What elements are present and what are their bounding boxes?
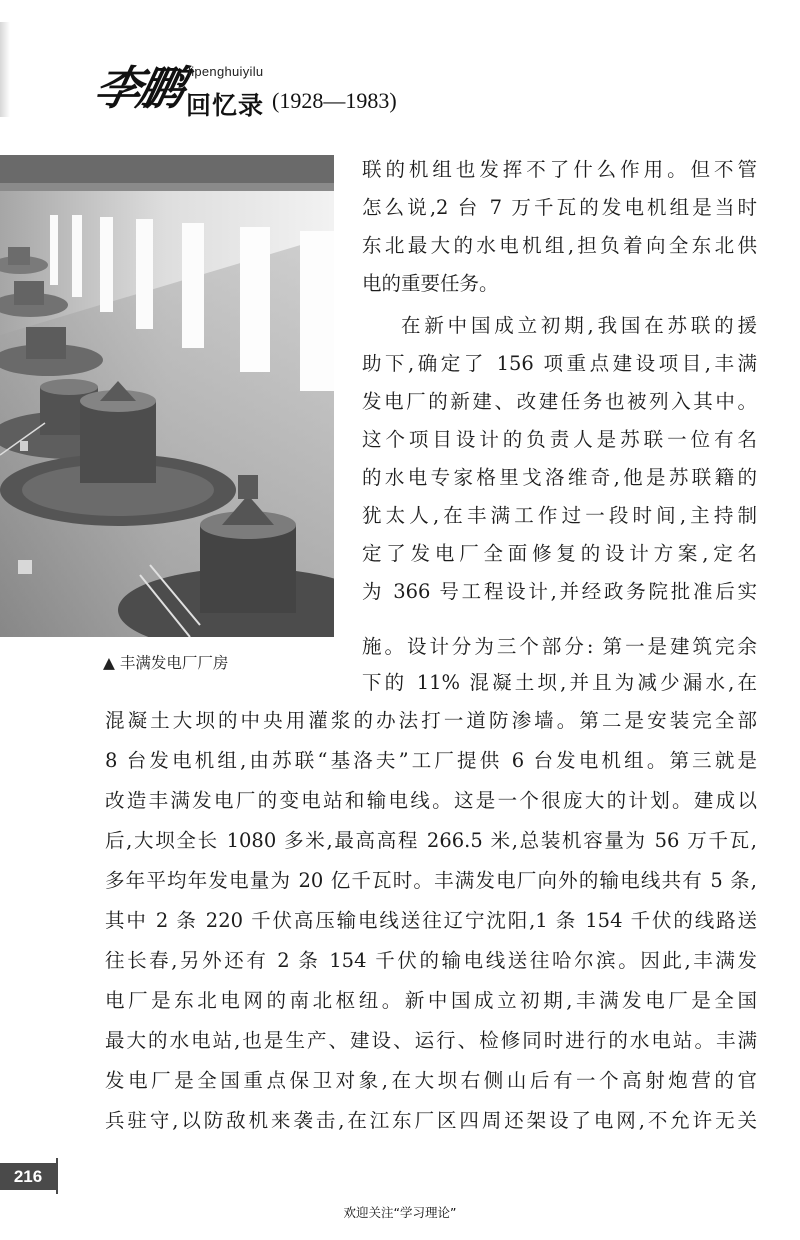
text-line: 8 台发电机组,由苏联“基洛夫”工厂提供 6 台发电机组。第三就是 [105, 749, 757, 772]
text-line: 在新中国成立初期,我国在苏联的援 [401, 314, 757, 337]
text-line: 的水电专家格里戈洛维奇,他是苏联籍的 [362, 466, 757, 489]
text-line: 最大的水电站,也是生产、建设、运行、检修同时进行的水电站。丰满 [105, 1029, 757, 1052]
text-line: 助下,确定了 156 项重点建设项目,丰满 [362, 352, 757, 375]
text-line: 多年平均年发电量为 20 亿千瓦时。丰满发电厂向外的输电线共有 5 条, [105, 869, 757, 892]
text-line: 发电厂的新建、改建任务也被列入其中。 [362, 390, 757, 413]
text-line: 其中 2 条 220 千伏高压输电线送往辽宁沈阳,1 条 154 千伏的线路送 [105, 909, 757, 932]
text-line: 这个项目设计的负责人是苏联一位有名 [362, 428, 757, 451]
text-line: 施。设计分为三个部分: 第一是建筑完余 [362, 635, 757, 658]
text-line: 犹太人,在丰满工作过一段时间,主持制 [362, 504, 757, 527]
text-line: 电的重要任务。 [362, 272, 499, 295]
text-line: 混凝土大坝的中央用灌浆的办法打一道防渗墙。第二是安装完全部 [105, 709, 757, 732]
book-years: (1928—1983) [272, 88, 397, 113]
text-line: 改造丰满发电厂的变电站和输电线。这是一个很庞大的计划。建成以 [105, 789, 757, 812]
page-number-rule [56, 1158, 58, 1194]
page-edge-shadow [0, 22, 10, 117]
book-title: 回忆录 [186, 91, 265, 120]
header-pinyin: lipenghuiyilu [188, 64, 264, 79]
footer-note: 欢迎关注“学习理论” [343, 1205, 457, 1220]
powerhouse-photo [0, 155, 334, 637]
text-line: 怎么说,2 台 7 万千瓦的发电机组是当时 [362, 196, 757, 219]
text-line: 兵驻守,以防敌机来袭击,在江东厂区四周还架设了电网,不允许无关 [105, 1109, 757, 1132]
text-line: 电厂是东北电网的南北枢纽。新中国成立初期,丰满发电厂是全国 [105, 989, 757, 1012]
text-line: 往长春,另外还有 2 条 154 千伏的输电线送往哈尔滨。因此,丰满发 [105, 949, 757, 972]
page-number: 216 [0, 1163, 56, 1190]
running-header [89, 52, 516, 122]
text-line: 发电厂是全国重点保卫对象,在大坝右侧山后有一个高射炮营的官 [105, 1069, 757, 1092]
text-line: 为 366 号工程设计,并经政务院批准后实 [362, 580, 757, 603]
photo-caption: ▲ 丰满发电厂厂房 [103, 654, 229, 672]
text-line: 下的 11% 混凝土坝,并且为减少漏水,在 [362, 671, 757, 694]
text-line: 定了发电厂全面修复的设计方案,定名 [362, 542, 757, 565]
text-line: 东北最大的水电机组,担负着向全东北供 [362, 234, 757, 257]
text-line: 后,大坝全长 1080 多米,最高高程 266.5 米,总装机容量为 56 万千瓦, [105, 829, 757, 852]
text-line: 联的机组也发挥不了什么作用。但不管 [362, 158, 757, 181]
signature-logo: 李鹏 [89, 61, 188, 115]
